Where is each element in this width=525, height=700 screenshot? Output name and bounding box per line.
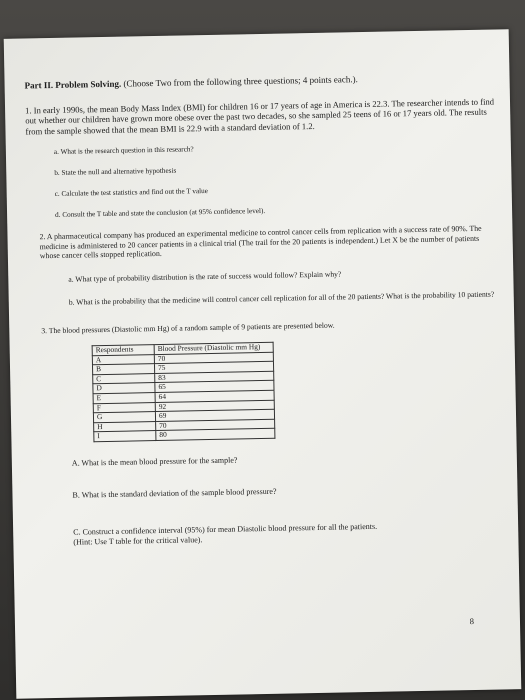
question-1a: a. What is the research question in this research? (53, 145, 194, 156)
question-1-text: 1. In early 1990s, the mean Body Mass Index (BMI) for children 16 or 17 years of age in America is 22.3. The researcher intends to find out whether our children have grown more obese over the past two decades, so she sampled 25 teens of 16 or 17 years old. The results from the sample showed that the mean BMI is 22.9 with a standard deviation of 1.2. (24, 96, 495, 137)
respondent-cell: E (93, 393, 155, 404)
question-1d: d. Consult the T table and state the conclusion (at 95% confidence level). (55, 206, 266, 219)
respondent-cell: C (93, 373, 155, 384)
page-number: 8 (469, 615, 475, 627)
pressure-cell: 80 (156, 429, 275, 441)
worksheet-page (4, 29, 522, 699)
question-2 (39, 223, 498, 307)
question-3c-text: C. Construct a confidence interval (95%) for mean Diastolic blood pressure for all the patients. (73, 521, 378, 537)
question-1 (25, 96, 497, 221)
column-header-respondents: Respondents (92, 345, 154, 356)
respondent-cell: G (93, 412, 155, 423)
column-header-blood-pressure: Blood Pressure (Diastolic mm Hg) (154, 342, 273, 354)
question-3c (73, 519, 503, 548)
part-title: Part II. Problem Solving. (24, 78, 122, 91)
respondent-cell: D (93, 383, 155, 394)
pressure-cell: 70 (156, 419, 275, 431)
question-2b: b. What is the probability that the medicine will control cancer cell replication for all of the 20 patients? What is the probability 10 patients? (68, 289, 495, 307)
question-3c-hint: (Hint: Use T table for the critical value). (73, 535, 203, 548)
respondent-cell: B (92, 364, 154, 375)
blood-pressure-table (92, 342, 276, 442)
respondent-cell: H (94, 421, 156, 432)
respondent-cell: I (94, 431, 156, 442)
pressure-cell: 92 (155, 400, 274, 412)
question-2-text: 2. A pharmaceutical company has produced an experimental medicine to control cancer cells from replication with a success rate of 90%. The medicine is administered to 20 cancer patients in a clinical trial (The trail for the 20 patients is independent.) Let X be the number of patients whose cancer cells stopped replication. (39, 223, 482, 261)
respondent-cell: A (92, 354, 154, 365)
pressure-cell: 64 (155, 390, 274, 402)
question-3a: A. What is the mean blood pressure for the sample? (71, 455, 238, 468)
pressure-cell: 83 (155, 371, 274, 383)
pressure-cell: 75 (154, 361, 273, 373)
question-3 (41, 317, 501, 443)
worksheet-content (25, 71, 504, 549)
question-2a: a. What type of probability distribution is the rate of success would follow? Explain why? (68, 268, 342, 284)
part-instruction: (Choose Two from the following three questions; 4 points each.). (123, 74, 358, 89)
question-1c: c. Calculate the test statistics and find out the T value (54, 187, 208, 198)
pressure-cell: 70 (154, 352, 273, 364)
question-3-text: 3. The blood pressures (Diastolic mm Hg) of a random sample of 9 patients are presented below. (41, 320, 335, 335)
part-heading (25, 71, 495, 91)
question-1b: b. State the null and alternative hypothesis (54, 166, 177, 177)
respondent-cell: F (93, 402, 155, 413)
question-3b: B. What is the standard deviation of the sample blood pressure? (72, 487, 277, 501)
pressure-cell: 69 (155, 409, 274, 421)
pressure-cell: 65 (155, 381, 274, 393)
table-row (94, 429, 275, 442)
